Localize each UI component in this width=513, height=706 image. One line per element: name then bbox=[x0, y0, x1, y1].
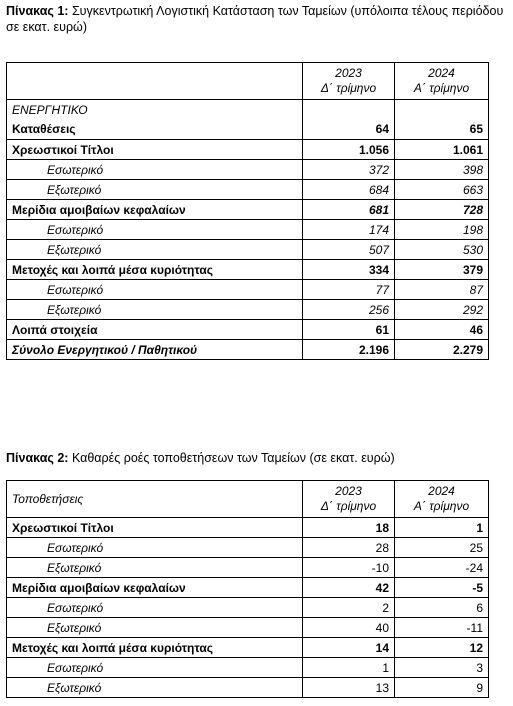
row-value-2024: 663 bbox=[395, 180, 489, 200]
row-value-2023: 1 bbox=[303, 658, 395, 678]
table1-col1-header bbox=[303, 63, 395, 100]
row-value-2023: 681 bbox=[303, 200, 395, 220]
table2-col1-year: 2023 bbox=[335, 484, 362, 498]
row-label: Σύνολο Ενεργητικού / Παθητικού bbox=[7, 340, 303, 360]
row-label: Εσωτερικό bbox=[7, 658, 303, 678]
table-row bbox=[7, 140, 489, 160]
row-value-2023: 13 bbox=[303, 678, 395, 698]
row-value-2024: 1 bbox=[395, 518, 489, 538]
row-value-2024: 9 bbox=[395, 678, 489, 698]
row-label: Εσωτερικό bbox=[7, 280, 303, 300]
table1-col1-period: Δ΄ τρίμηνο bbox=[320, 81, 377, 95]
row-value-2024: 12 bbox=[395, 638, 489, 658]
table1-col2-period: Α΄ τρίμηνο bbox=[413, 81, 470, 95]
row-label: Καταθέσεις bbox=[7, 120, 303, 140]
row-value-2023: 372 bbox=[303, 160, 395, 180]
row-value-2023: 28 bbox=[303, 538, 395, 558]
row-value-2024: 292 bbox=[395, 300, 489, 320]
row-label: Εξωτερικό bbox=[7, 240, 303, 260]
table-row bbox=[7, 300, 489, 320]
row-value-2023: 64 bbox=[303, 120, 395, 140]
row-label: Μερίδια αμοιβαίων κεφαλαίων bbox=[7, 200, 303, 220]
table1-col1-year: 2023 bbox=[335, 66, 362, 80]
row-value-2023: 684 bbox=[303, 180, 395, 200]
table2-col2-header bbox=[395, 481, 489, 518]
row-value-2023: 256 bbox=[303, 300, 395, 320]
table-row-total bbox=[7, 340, 489, 360]
row-value-2024: 6 bbox=[395, 598, 489, 618]
row-value-2024: 25 bbox=[395, 538, 489, 558]
row-value-2023: 77 bbox=[303, 280, 395, 300]
row-label: Χρεωστικοί Τίτλοι bbox=[7, 140, 303, 160]
table-row bbox=[7, 320, 489, 340]
row-value-2023: 2.196 bbox=[303, 340, 395, 360]
row-label: Λοιπά στοιχεία bbox=[7, 320, 303, 340]
table1-section-row bbox=[7, 100, 489, 120]
row-label: Εξωτερικό bbox=[7, 678, 303, 698]
row-label: Εξωτερικό bbox=[7, 618, 303, 638]
row-label: Μερίδια αμοιβαίων κεφαλαίων bbox=[7, 578, 303, 598]
table2-header-label: Τοποθετήσεις bbox=[7, 481, 303, 518]
table1 bbox=[6, 62, 489, 360]
table2-col1-header bbox=[303, 481, 395, 518]
table-row bbox=[7, 538, 489, 558]
row-value-2023: 1.056 bbox=[303, 140, 395, 160]
row-value-2023: 507 bbox=[303, 240, 395, 260]
row-value-2023: 61 bbox=[303, 320, 395, 340]
table-row bbox=[7, 200, 489, 220]
table2-caption bbox=[6, 450, 506, 466]
row-value-2024: -11 bbox=[395, 618, 489, 638]
row-value-2023: -10 bbox=[303, 558, 395, 578]
row-value-2024: 728 bbox=[395, 200, 489, 220]
table1-col2-header bbox=[395, 63, 489, 100]
table-row bbox=[7, 618, 489, 638]
row-label: Μετοχές και λοιπά μέσα κυριότητας bbox=[7, 638, 303, 658]
table1-header-empty bbox=[7, 63, 303, 100]
table-row bbox=[7, 678, 489, 698]
row-value-2024: 379 bbox=[395, 260, 489, 280]
table-row bbox=[7, 260, 489, 280]
row-label: Εξωτερικό bbox=[7, 558, 303, 578]
row-value-2024: 398 bbox=[395, 160, 489, 180]
row-label: Εξωτερικό bbox=[7, 300, 303, 320]
row-value-2024: -24 bbox=[395, 558, 489, 578]
table-row bbox=[7, 160, 489, 180]
row-value-2024: 46 bbox=[395, 320, 489, 340]
table2-caption-number: Πίνακας 2: bbox=[6, 451, 69, 465]
table2-header-row bbox=[7, 481, 489, 518]
row-label: Εσωτερικό bbox=[7, 538, 303, 558]
table-row bbox=[7, 558, 489, 578]
row-value-2024: 530 bbox=[395, 240, 489, 260]
row-value-2023: 40 bbox=[303, 618, 395, 638]
table-row bbox=[7, 578, 489, 598]
table-row bbox=[7, 280, 489, 300]
row-value-2023: 334 bbox=[303, 260, 395, 280]
table-row bbox=[7, 120, 489, 140]
table-row bbox=[7, 638, 489, 658]
row-label: Εσωτερικό bbox=[7, 160, 303, 180]
row-value-2023: 2 bbox=[303, 598, 395, 618]
row-value-2023: 18 bbox=[303, 518, 395, 538]
row-value-2024: 198 bbox=[395, 220, 489, 240]
row-label: Εσωτερικό bbox=[7, 220, 303, 240]
table-row bbox=[7, 658, 489, 678]
row-value-2023: 174 bbox=[303, 220, 395, 240]
row-label: Χρεωστικοί Τίτλοι bbox=[7, 518, 303, 538]
table-row bbox=[7, 240, 489, 260]
row-value-2024: 2.279 bbox=[395, 340, 489, 360]
table2-caption-text: Καθαρές ροές τοποθετήσεων των Ταμείων (σε εκατ. ευρώ) bbox=[68, 451, 395, 465]
table-row bbox=[7, 180, 489, 200]
row-value-2024: 3 bbox=[395, 658, 489, 678]
table1-col2-year: 2024 bbox=[428, 66, 455, 80]
table1-header-row bbox=[7, 63, 489, 100]
table1-caption-number: Πίνακας 1: bbox=[6, 4, 69, 18]
table1-caption bbox=[6, 3, 506, 35]
row-value-2024: 65 bbox=[395, 120, 489, 140]
table1-section-label: ΕΝΕΡΓΗΤΙΚΟ bbox=[7, 100, 303, 120]
table-row bbox=[7, 518, 489, 538]
table-row bbox=[7, 220, 489, 240]
row-value-2023: 42 bbox=[303, 578, 395, 598]
row-value-2024: 87 bbox=[395, 280, 489, 300]
table2-col1-period: Δ΄ τρίμηνο bbox=[320, 499, 377, 513]
table1-caption-text: Συγκεντρωτική Λογιστική Κατάσταση των Ταμείων (υπόλοιπα τέλους περιόδου σε εκατ. ευρώ) bbox=[6, 4, 504, 34]
table2 bbox=[6, 480, 489, 698]
table2-col2-period: Α΄ τρίμηνο bbox=[413, 499, 470, 513]
row-value-2023: 14 bbox=[303, 638, 395, 658]
row-label: Μετοχές και λοιπά μέσα κυριότητας bbox=[7, 260, 303, 280]
row-value-2024: -5 bbox=[395, 578, 489, 598]
table2-col2-year: 2024 bbox=[428, 484, 455, 498]
row-label: Εξωτερικό bbox=[7, 180, 303, 200]
row-value-2024: 1.061 bbox=[395, 140, 489, 160]
table-row bbox=[7, 598, 489, 618]
table1-section-empty-2 bbox=[395, 100, 489, 120]
row-label: Εσωτερικό bbox=[7, 598, 303, 618]
table1-section-empty-1 bbox=[303, 100, 395, 120]
